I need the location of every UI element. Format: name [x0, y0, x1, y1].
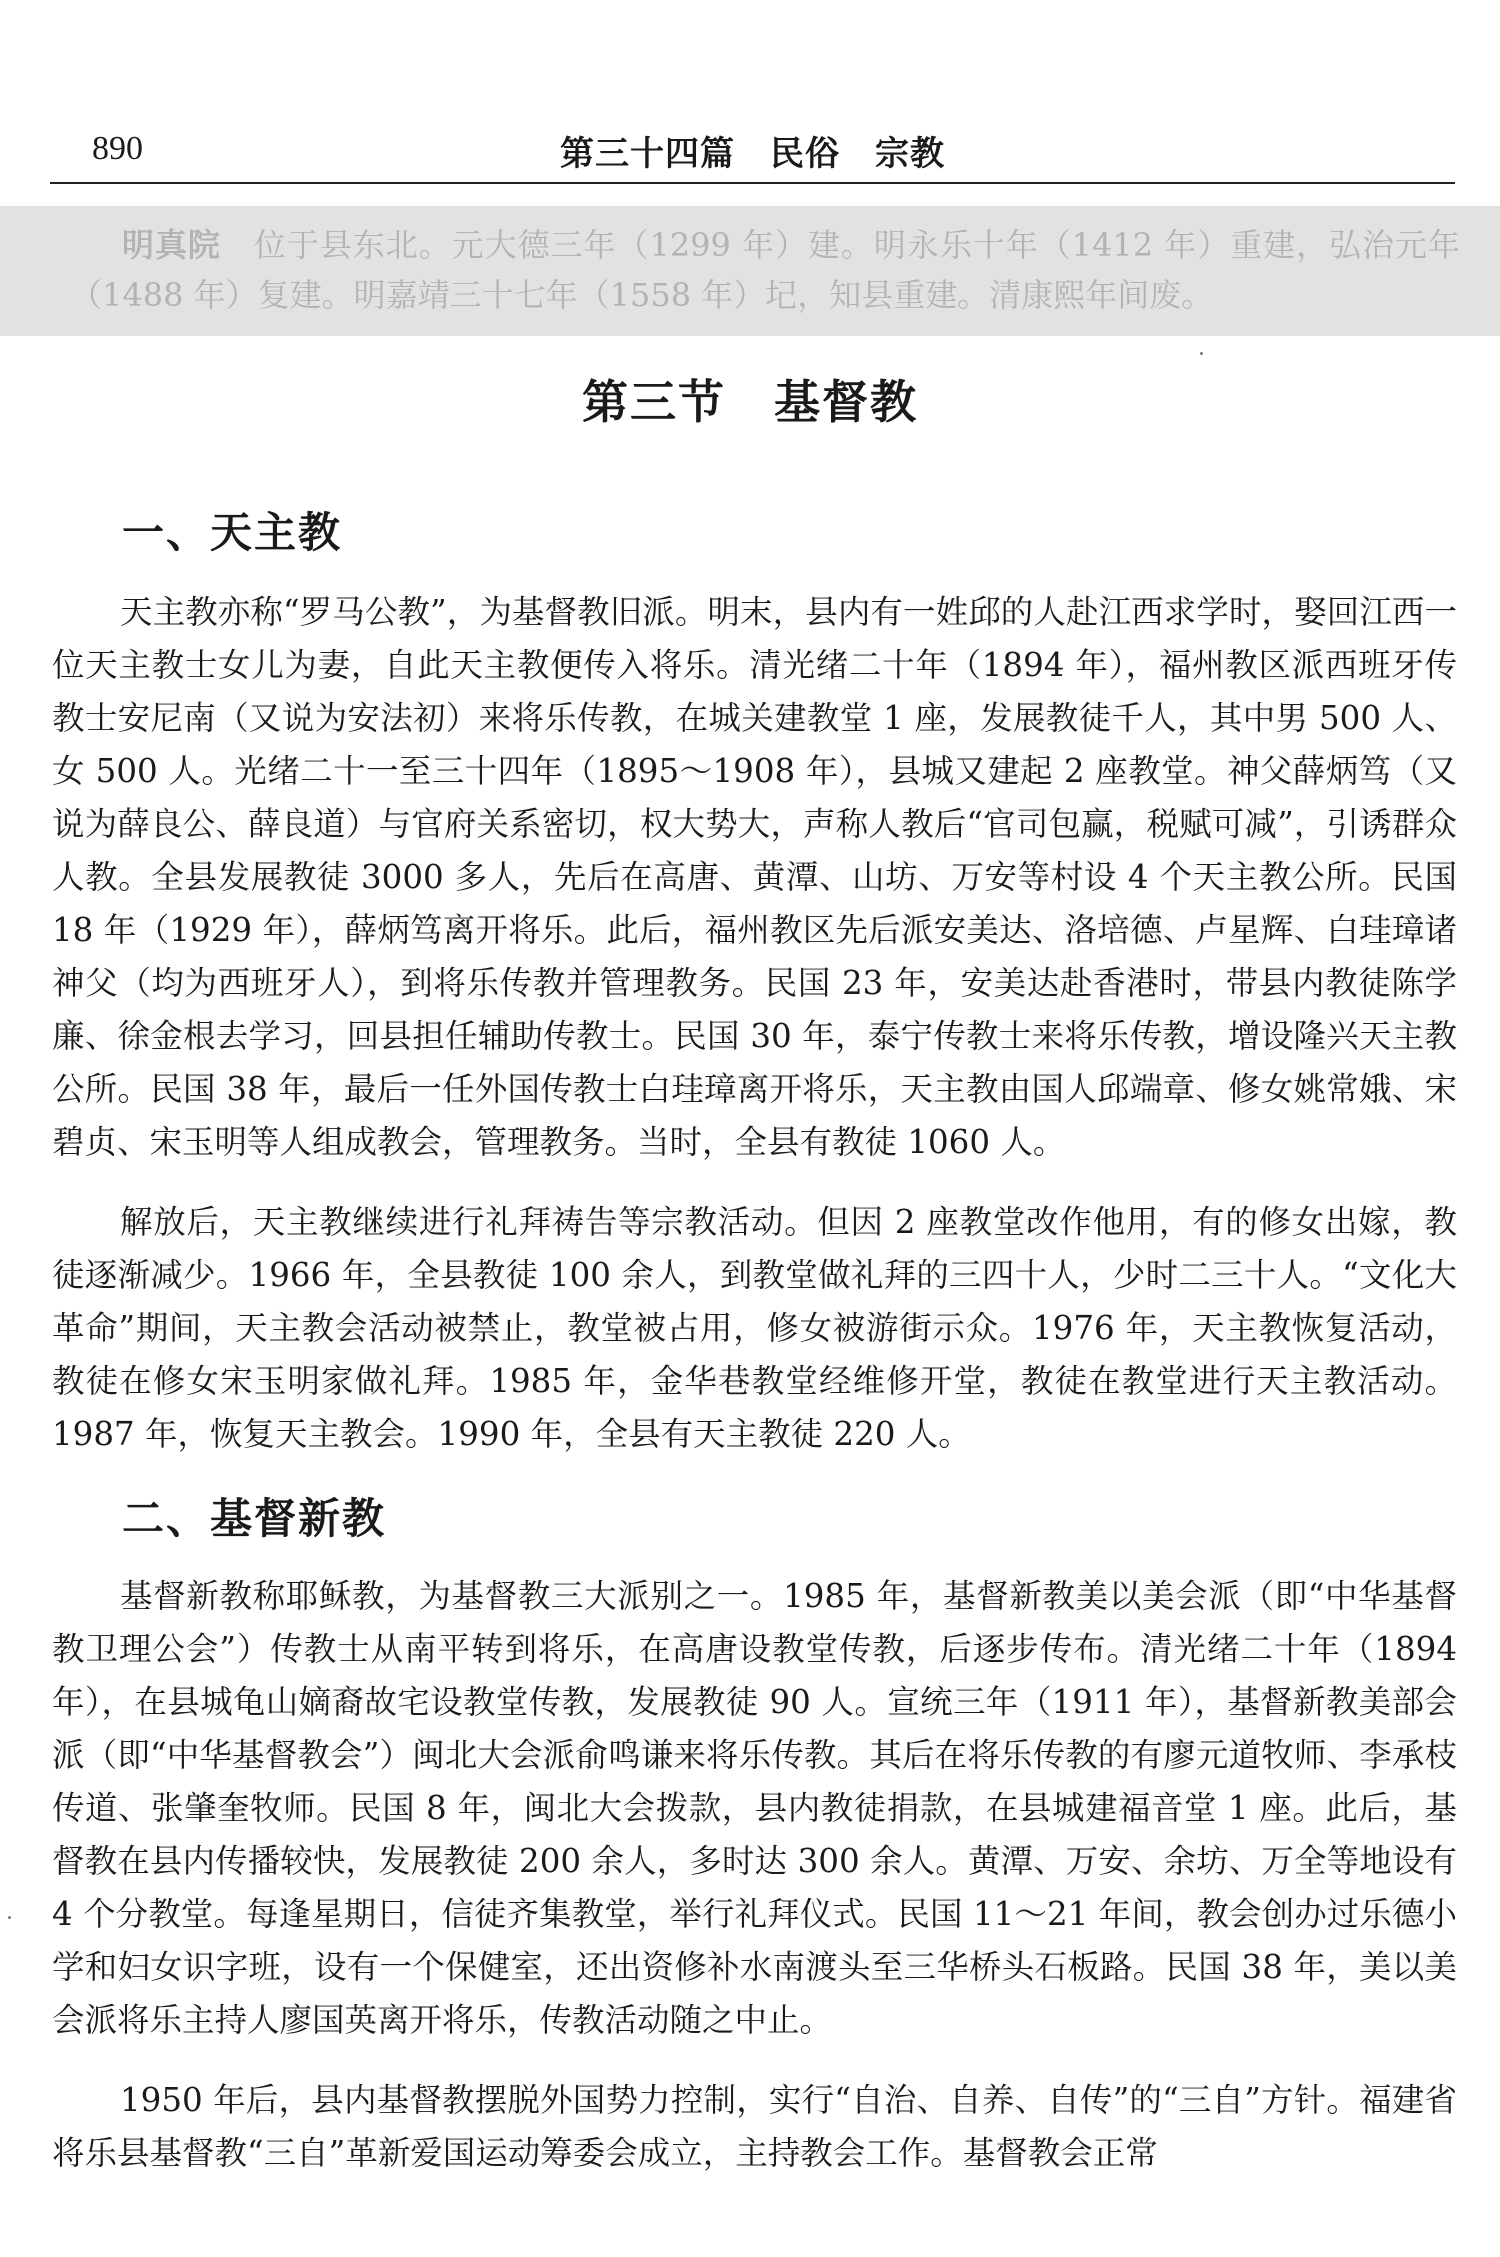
- section-title: 第三节 基督教: [582, 375, 918, 429]
- paragraph: 天主教亦称“罗马公教”，为基督教旧派。明末，县内有一姓邱的人赴江西求学时，娶回江西一位天主教士女儿为妻，自此天主教便传入将乐。清光绪二十年（1894 年），福州教区派西班牙传教士安尼南（又说为安法初）来将乐传教，在城关建教堂 1 座，发展教徒千人，其中男 500 人、女 500 人。光绪二十一至三十四年（1895～1908 年），县城又建起 2 座教堂。神父薛炳笃（又说为薛良公、薛良道）与官府关系密切，权大势大，声称人教后“官司包赢，税赋可减”，引诱群众人教。全县发展教徒 3000 多人，先后在高唐、黄潭、山坊、万安等村设 4 个天主教公所。民国 18 年（1929 年），薛炳笃离开将乐。此后，福州教区先后派安美达、洛培德、卢星辉、白珪璋诸神父（均为西班牙人），到将乐传教并管理教务。民国 23 年，安美达赴香港时，带县内教徒陈学廉、徐金根去学习，回县担任辅助传教士。民国 30 年，泰宁传教士来将乐传教，增设隆兴天主教公所。民国 38 年，最后一任外国传教士白珪璋离开将乐，天主教由国人邱端章、修女姚常娥、宋碧贞、宋玉明等人组成教会，管理教务。当时，全县有教徒 1060 人。: [52, 593, 1457, 1161]
- paragraph: 1950 年后，县内基督教摆脱外国势力控制，实行“自治、自养、自传”的“三自”方针。福建省将乐县基督教“三自”革新爱国运动筹委会成立，主持教会工作。基督教会正常: [52, 2081, 1457, 2172]
- page-header: [50, 126, 1455, 184]
- page-number: 890: [92, 130, 143, 167]
- faded-entry-band: [0, 206, 1500, 336]
- running-title: 第三十四篇 民俗 宗教: [560, 134, 945, 174]
- scan-speck: [1200, 352, 1203, 355]
- faded-entry-name: 明真院: [122, 226, 221, 264]
- faded-entry-text: 位于县东北。元大德三年（1299 年）建。明永乐十年（1412 年）重建，弘治元年（1488 年）复建。明嘉靖三十七年（1558 年）圮，知县重建。清康熙年间废。: [70, 226, 1460, 314]
- subheading-protestant: 二、基督新教: [122, 1494, 387, 1543]
- paragraph: 解放后，天主教继续进行礼拜祷告等宗教活动。但因 2 座教堂改作他用，有的修女出嫁，教徒逐渐减少。1966 年，全县教徒 100 余人，到教堂做礼拜的三四十人，少时二三十人。“文化大革命”期间，天主教会活动被禁止，教堂被占用，修女被游街示众。1976 年，天主教恢复活动，教徒在修女宋玉明家做礼拜。1985 年，金华巷教堂经维修开堂，教徒在教堂进行天主教活动。1987 年，恢复天主教会。1990 年，全县有天主教徒 220 人。: [52, 1203, 1457, 1453]
- subheading-catholic: 一、天主教: [122, 508, 343, 557]
- paragraph: 基督新教称耶稣教，为基督教三大派别之一。1985 年，基督新教美以美会派（即“中华基督教卫理公会”）传教士从南平转到将乐，在高唐设教堂传教，后逐步传布。清光绪二十年（1894 年），在县城龟山嫡裔故宅设教堂传教，发展教徒 90 人。宣统三年（1911 年），基督新教美部会派（即“中华基督教会”）闽北大会派俞鸣谦来将乐传教。其后在将乐传教的有廖元道牧师、李承枝传道、张肇奎牧师。民国 8 年，闽北大会拨款，县内教徒捐款，在县城建福音堂 1 座。此后，基督教在县内传播较快，发展教徒 200 余人，多时达 300 余人。黄潭、万安、余坊、万全等地设有 4 个分教堂。每逢星期日，信徒齐集教堂，举行礼拜仪式。民国 11～21 年间，教会创办过乐德小学和妇女识字班，设有一个保健室，还出资修补水南渡头至三华桥头石板路。民国 38 年，美以美会派将乐主持人廖国英离开将乐，传教活动随之中止。: [52, 1577, 1457, 2039]
- faded-entry: [70, 220, 1460, 320]
- scan-speck: [8, 1916, 11, 1919]
